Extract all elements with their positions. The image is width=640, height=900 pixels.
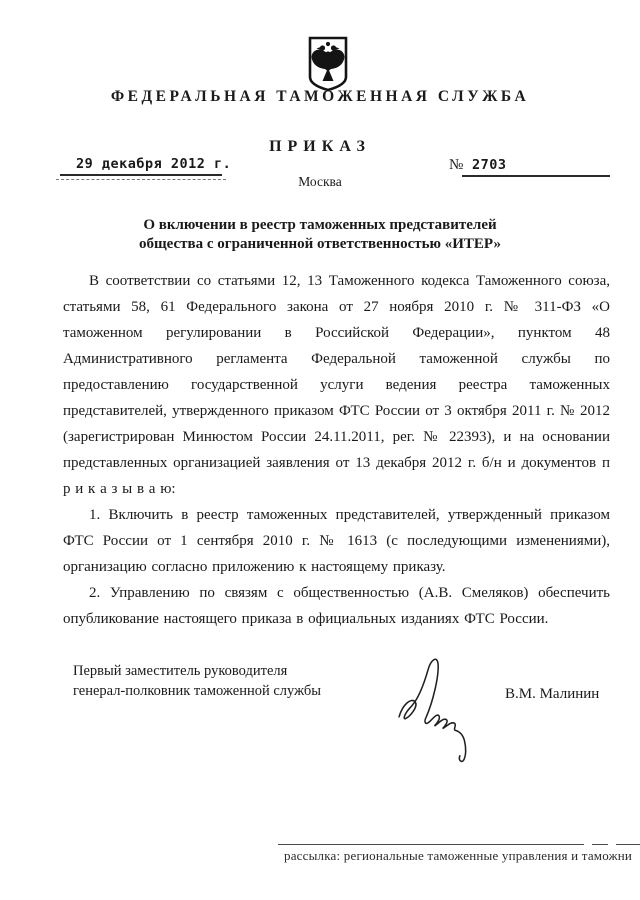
- agency-name: ФЕДЕРАЛЬНАЯ ТАМОЖЕННАЯ СЛУЖБА: [110, 88, 530, 105]
- order-body: [63, 268, 610, 632]
- footer-rule-segment: [592, 844, 608, 845]
- order-item-1: 1. Включить в реестр таможенных представителей, утвержденный приказом ФТС России от 1 сентября 2010 г. № 1613 (с последующими изменениями), организацию согласно приложению к настоящему приказу.: [63, 507, 610, 575]
- signer-name: В.М. Малинин: [505, 686, 600, 702]
- order-number: 2703: [472, 157, 507, 173]
- signer-position-line2: генерал-полковник таможенной службы: [73, 683, 322, 699]
- signer-position-line1: Первый заместитель руководителя: [73, 663, 288, 679]
- signer-position: [73, 661, 321, 701]
- order-title: [0, 216, 640, 254]
- preamble-paragraph: В соответствии со статьями 12, 13 Таможенного кодекса Таможенного союза, статьями 58, 61 Федерального закона от 27 ноября 2010 г. № 311-ФЗ «О таможенном регулировании в Российской Федерации», пунктом 48 Административного регламента Федеральной таможенной службы по предоставлению государственной услуги ведения реестра таможенных представителей, утвержденного приказом ФТС России от 3 октября 2011 г. № 2012 (зарегистрирован Минюстом России 24.11.2011, рег. № 22393), и на основании представленных организацией заявления от 13 декабря 2012 г. б/н и документов п р и к а з ы в а ю:: [63, 273, 610, 497]
- order-date: 29 декабря 2012 г.: [76, 156, 232, 172]
- order-title-line2: общества с ограниченной ответственностью «ИТЕР»: [139, 236, 501, 252]
- document-type-heading: ПРИКАЗ: [269, 138, 371, 155]
- number-sign: №: [449, 157, 464, 173]
- city-label: Москва: [298, 174, 342, 189]
- order-title-line1: О включении в реестр таможенных представителей: [143, 217, 497, 233]
- footer-rule: [278, 844, 640, 845]
- handwritten-signature: [393, 646, 485, 764]
- coat-of-arms-icon: [306, 35, 350, 93]
- footer-rule-segment: [278, 844, 584, 845]
- footer-rule-segment: [616, 844, 640, 845]
- distribution-note: рассылка: региональные таможенные управления и таможни: [284, 848, 633, 863]
- order-item-2: 2. Управлению по связям с общественностью (А.В. Смеляков) обеспечить опубликование настоящего приказа в официальных изданиях ФТС России.: [63, 585, 610, 627]
